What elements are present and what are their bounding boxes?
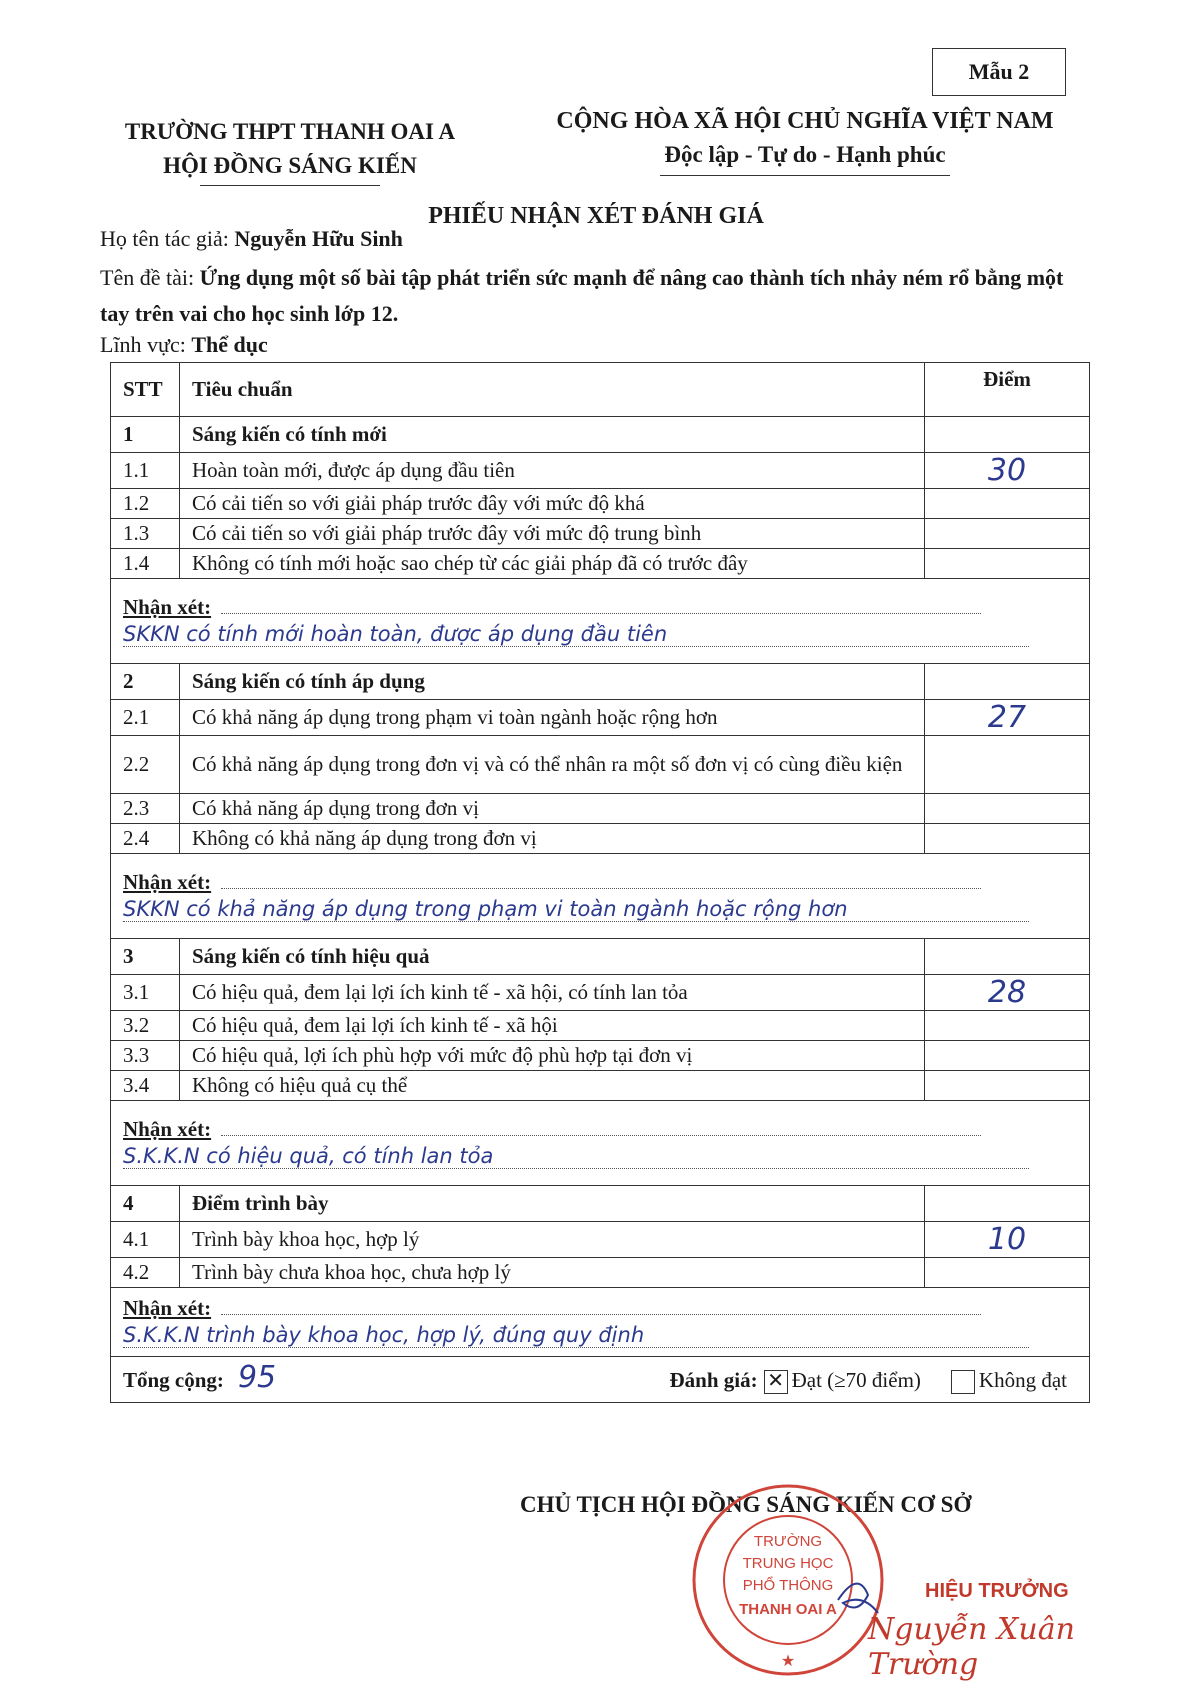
criterion-text: Có cải tiến so với giải pháp trước đây với mức độ trung bình bbox=[180, 519, 925, 549]
criterion-score bbox=[925, 1041, 1090, 1071]
stamp-line-1: TRƯỜNG bbox=[753, 1533, 823, 1550]
criterion-score bbox=[925, 549, 1090, 579]
handwritten-comment: SKKN có tính mới hoàn toàn, được áp dụng đầu tiên bbox=[123, 622, 1029, 647]
pass-checkbox[interactable]: ✕ bbox=[764, 1370, 788, 1394]
section-score-cell bbox=[925, 664, 1090, 700]
evaluation-label: Đánh giá: bbox=[669, 1367, 758, 1392]
stamp-star-icon: ★ bbox=[780, 1653, 796, 1670]
comment-cell bbox=[111, 1288, 1090, 1357]
section-title: Sáng kiến có tính áp dụng bbox=[180, 664, 925, 700]
form-code-box bbox=[932, 48, 1066, 96]
criterion-score bbox=[925, 824, 1090, 854]
document-title: PHIẾU NHẬN XÉT ĐÁNH GIÁ bbox=[428, 203, 764, 229]
criterion-text: Có khả năng áp dụng trong đơn vị và có thể nhân ra một số đơn vị có cùng điều kiện bbox=[180, 736, 925, 794]
section-title: Điểm trình bày bbox=[180, 1186, 925, 1222]
comment-dotted-line bbox=[221, 1314, 981, 1315]
pass-label: Đạt (≥70 điểm) bbox=[791, 1367, 921, 1392]
criterion-row bbox=[111, 1011, 1090, 1041]
topic-line bbox=[100, 260, 1090, 332]
comment-label: Nhận xét: bbox=[123, 1117, 212, 1141]
criterion-number: 4.2 bbox=[111, 1258, 180, 1288]
criterion-row bbox=[111, 1258, 1090, 1288]
criterion-text: Có khả năng áp dụng trong phạm vi toàn ngành hoặc rộng hơn bbox=[180, 700, 925, 736]
comment-cell bbox=[111, 579, 1090, 664]
comment-dotted-line bbox=[221, 888, 981, 889]
principal-title: HIỆU TRƯỞNG bbox=[925, 1580, 1069, 1602]
criterion-number: 1.1 bbox=[111, 453, 180, 489]
criterion-row bbox=[111, 549, 1090, 579]
criterion-row bbox=[111, 1222, 1090, 1258]
criterion-number: 2.3 bbox=[111, 794, 180, 824]
evaluation-group bbox=[669, 1360, 1067, 1400]
national-header bbox=[525, 104, 1085, 176]
criterion-number: 3.4 bbox=[111, 1071, 180, 1101]
criterion-row bbox=[111, 824, 1090, 854]
criterion-text: Có cải tiến so với giải pháp trước đây với mức độ khá bbox=[180, 489, 925, 519]
criterion-score: 27 bbox=[925, 700, 1090, 736]
school-header bbox=[90, 115, 490, 186]
comment-row bbox=[111, 579, 1090, 664]
criterion-row bbox=[111, 700, 1090, 736]
criterion-score bbox=[925, 736, 1090, 794]
stamp-line-2: TRUNG HỌC bbox=[742, 1555, 834, 1572]
criterion-score: 28 bbox=[925, 975, 1090, 1011]
criterion-number: 2.1 bbox=[111, 700, 180, 736]
stamp-seal bbox=[688, 1480, 888, 1680]
col-criteria: Tiêu chuẩn bbox=[180, 363, 925, 417]
comment-cell bbox=[111, 1101, 1090, 1186]
criterion-number: 2.2 bbox=[111, 736, 180, 794]
criterion-text: Có hiệu quả, đem lại lợi ích kinh tế - xã hội bbox=[180, 1011, 925, 1041]
section-score-cell bbox=[925, 939, 1090, 975]
stamp-line-4: THANH OAI A bbox=[739, 1601, 837, 1618]
total-row bbox=[111, 1357, 1090, 1403]
criterion-row bbox=[111, 736, 1090, 794]
criteria-table bbox=[110, 362, 1090, 1403]
criterion-number: 4.1 bbox=[111, 1222, 180, 1258]
criterion-text: Không có khả năng áp dụng trong đơn vị bbox=[180, 824, 925, 854]
criterion-text: Không có tính mới hoặc sao chép từ các giải pháp đã có trước đây bbox=[180, 549, 925, 579]
comment-label: Nhận xét: bbox=[123, 870, 212, 894]
criterion-number: 1.4 bbox=[111, 549, 180, 579]
criterion-text: Có khả năng áp dụng trong đơn vị bbox=[180, 794, 925, 824]
criterion-row bbox=[111, 975, 1090, 1011]
criterion-text: Trình bày chưa khoa học, chưa hợp lý bbox=[180, 1258, 925, 1288]
author-line bbox=[100, 226, 403, 252]
comment-row bbox=[111, 854, 1090, 939]
signature-scribble bbox=[838, 1584, 878, 1613]
section-title: Sáng kiến có tính mới bbox=[180, 417, 925, 453]
section-row bbox=[111, 939, 1090, 975]
total-score: 95 bbox=[237, 1359, 277, 1395]
council-chair-title: CHỦ TỊCH HỘI ĐỒNG SÁNG KIẾN CƠ SỞ bbox=[520, 1492, 972, 1517]
criterion-score bbox=[925, 519, 1090, 549]
criterion-number: 1.3 bbox=[111, 519, 180, 549]
criterion-text: Có hiệu quả, lợi ích phù hợp với mức độ phù hợp tại đơn vị bbox=[180, 1041, 925, 1071]
criterion-row bbox=[111, 519, 1090, 549]
section-row bbox=[111, 1186, 1090, 1222]
criterion-row bbox=[111, 794, 1090, 824]
handwritten-comment: S.K.K.N có hiệu quả, có tính lan tỏa bbox=[123, 1144, 1029, 1169]
section-score-cell bbox=[925, 417, 1090, 453]
comment-label: Nhận xét: bbox=[123, 1296, 212, 1320]
comment-cell bbox=[111, 854, 1090, 939]
section-number: 1 bbox=[111, 417, 180, 453]
criterion-number: 2.4 bbox=[111, 824, 180, 854]
principal-signature-name: Nguyễn Xuân Trường bbox=[868, 1612, 1075, 1682]
criterion-score bbox=[925, 1071, 1090, 1101]
col-stt: STT bbox=[111, 363, 180, 417]
criterion-score: 30 bbox=[925, 453, 1090, 489]
handwritten-comment: S.K.K.N trình bày khoa học, hợp lý, đúng quy định bbox=[123, 1323, 1029, 1348]
comment-dotted-line bbox=[221, 1135, 981, 1136]
school-stamp bbox=[688, 1480, 888, 1685]
fail-checkbox[interactable] bbox=[951, 1370, 975, 1394]
criterion-score bbox=[925, 1011, 1090, 1041]
section-number: 2 bbox=[111, 664, 180, 700]
section-number: 3 bbox=[111, 939, 180, 975]
stamp-line-3: PHỔ THÔNG bbox=[742, 1577, 834, 1594]
comment-dotted-line bbox=[221, 613, 981, 614]
criterion-score bbox=[925, 794, 1090, 824]
national-motto: Độc lập - Tự do - Hạnh phúc bbox=[660, 138, 949, 176]
section-title: Sáng kiến có tính hiệu quả bbox=[180, 939, 925, 975]
comment-row bbox=[111, 1288, 1090, 1357]
author-name: Nguyễn Hữu Sinh bbox=[234, 226, 403, 251]
criterion-number: 1.2 bbox=[111, 489, 180, 519]
council-name: HỘI ĐỒNG SÁNG KIẾN bbox=[163, 153, 417, 178]
comment-label-line bbox=[123, 870, 1077, 895]
section-row bbox=[111, 417, 1090, 453]
comment-label-line bbox=[123, 1296, 1077, 1321]
field-label: Lĩnh vực: bbox=[100, 332, 186, 357]
comment-label: Nhận xét: bbox=[123, 595, 212, 619]
field-line bbox=[100, 332, 268, 358]
criterion-number: 3.3 bbox=[111, 1041, 180, 1071]
criterion-score bbox=[925, 489, 1090, 519]
table-header-row bbox=[111, 363, 1090, 417]
criterion-row bbox=[111, 453, 1090, 489]
criterion-row bbox=[111, 489, 1090, 519]
criterion-row bbox=[111, 1041, 1090, 1071]
header-underline bbox=[200, 185, 380, 186]
criterion-row bbox=[111, 1071, 1090, 1101]
field-name: Thể dục bbox=[191, 332, 268, 357]
country-name: CỘNG HÒA XÃ HỘI CHỦ NGHĨA VIỆT NAM bbox=[556, 108, 1054, 134]
school-name: TRƯỜNG THPT THANH OAI A bbox=[124, 119, 456, 144]
criterion-number: 3.1 bbox=[111, 975, 180, 1011]
topic-label: Tên đề tài: bbox=[100, 265, 195, 290]
section-row bbox=[111, 664, 1090, 700]
section-number: 4 bbox=[111, 1186, 180, 1222]
col-score: Điểm bbox=[925, 363, 1090, 417]
section-score-cell bbox=[925, 1186, 1090, 1222]
comment-row bbox=[111, 1101, 1090, 1186]
criterion-text: Hoàn toàn mới, được áp dụng đầu tiên bbox=[180, 453, 925, 489]
comment-label-line bbox=[123, 1117, 1077, 1142]
criterion-text: Không có hiệu quả cụ thể bbox=[180, 1071, 925, 1101]
total-cell bbox=[111, 1357, 1090, 1403]
handwritten-comment: SKKN có khả năng áp dụng trong phạm vi toàn ngành hoặc rộng hơn bbox=[123, 897, 1029, 922]
criterion-text: Có hiệu quả, đem lại lợi ích kinh tế - xã hội, có tính lan tỏa bbox=[180, 975, 925, 1011]
topic-name: Ứng dụng một số bài tập phát triển sức mạnh để nâng cao thành tích nhảy ném rổ bằng một tay trên vai cho học sinh lớp 12. bbox=[100, 265, 1064, 326]
total-label: Tổng cộng: bbox=[123, 1367, 224, 1392]
criterion-number: 3.2 bbox=[111, 1011, 180, 1041]
fail-label: Không đạt bbox=[978, 1367, 1067, 1392]
criterion-score bbox=[925, 1258, 1090, 1288]
criterion-text: Trình bày khoa học, hợp lý bbox=[180, 1222, 925, 1258]
author-label: Họ tên tác giả: bbox=[100, 226, 229, 251]
comment-label-line bbox=[123, 595, 1077, 620]
form-code: Mẫu 2 bbox=[968, 59, 1030, 84]
criterion-score: 10 bbox=[925, 1222, 1090, 1258]
